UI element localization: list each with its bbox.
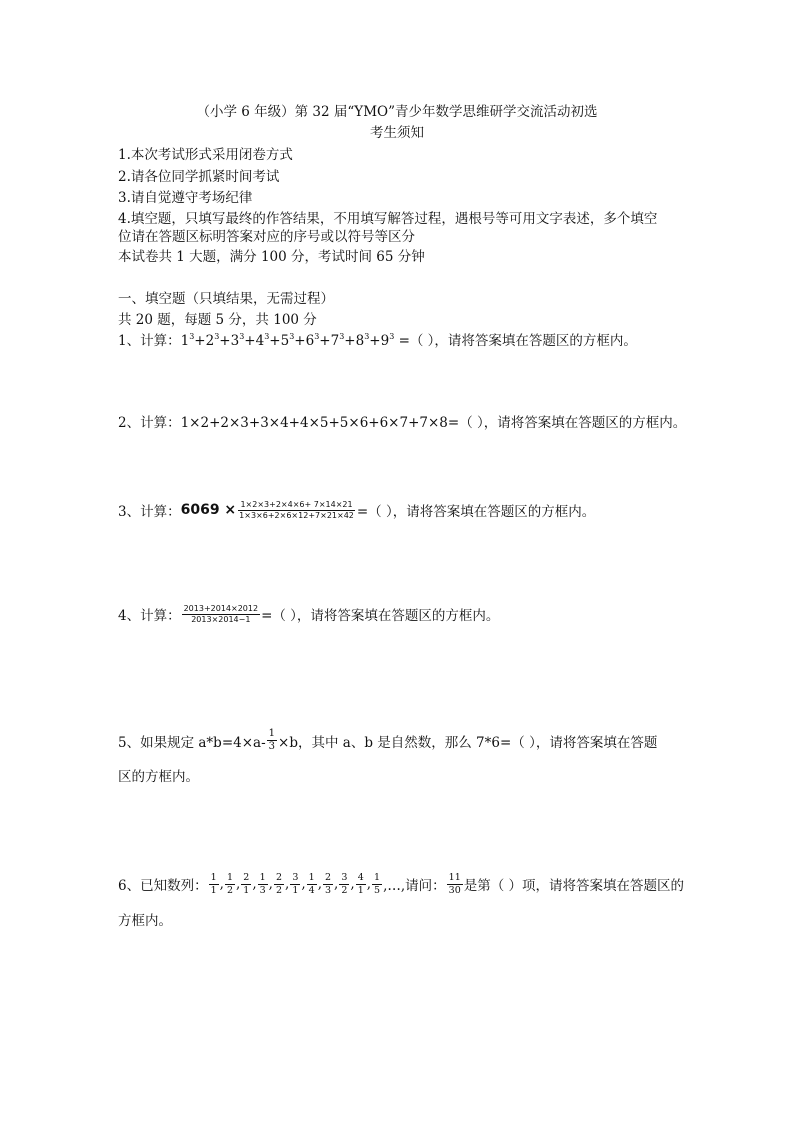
fraction-denominator: 1×3×6+2×6×12+7×21×42	[239, 510, 354, 520]
sequence-term	[258, 873, 268, 895]
fraction-numerator: 11	[448, 872, 461, 883]
sequence-term	[290, 873, 300, 895]
q1-exponent: 3	[264, 332, 270, 341]
question-1-prefix: 1、计算：	[118, 333, 181, 349]
fraction-numerator: 1	[268, 728, 276, 739]
fraction-denominator: 3	[268, 741, 276, 752]
fraction-numerator: 3	[341, 872, 348, 883]
fraction-denominator: 30	[448, 884, 461, 896]
question-4-tail: =（ ），请将答案填在答题区的方框内。	[261, 608, 500, 624]
q1-exponent: 3	[189, 332, 195, 341]
notice-line-4-cont: 位请在答题区标明答案对应的序号或以符号等区分	[118, 229, 415, 245]
fraction-denominator: 3	[325, 884, 332, 896]
q1-exponent: 3	[214, 332, 220, 341]
q1-term: +6	[294, 333, 315, 349]
exam-summary: 本试卷共 1 大题，满分 100 分，考试时间 65 分钟	[118, 249, 425, 265]
q1-exponent: 3	[364, 332, 370, 341]
q1-exponent: 3	[389, 332, 395, 341]
q1-term: +3	[219, 333, 240, 349]
question-6-fraction	[447, 873, 463, 895]
sequence-term	[241, 873, 251, 895]
question-1	[118, 329, 637, 349]
notice-line-4: 4.填空题，只填写最终的作答结果，不用填写解答过程，遇根号等可用文字表述，多个填空	[118, 211, 658, 227]
fraction-numerator: 1×2×3+2×4×6+ 7×14×21	[240, 499, 353, 509]
fraction-denominator: 2	[275, 884, 283, 896]
question-5-part-a: 5、如果规定 a*b=4×a-	[118, 734, 266, 751]
question-6	[118, 873, 684, 895]
sequence-term	[339, 873, 349, 895]
question-2: 2、计算：1×2+2×3+3×4+4×5+5×6+6×7+7×8=（ ），请将答案填在答题区的方框内。	[118, 415, 687, 431]
q1-term: +2	[194, 333, 215, 349]
q1-exponent: 3	[289, 332, 295, 341]
fraction-numerator: 1	[226, 872, 233, 883]
sequence-term	[274, 873, 284, 895]
sequence-comma: ,	[301, 876, 306, 892]
sequence-comma: ,	[219, 876, 224, 892]
sequence-comma: ,	[350, 876, 355, 892]
q1-term: +7	[319, 333, 340, 349]
sequence-comma: ,	[285, 876, 290, 892]
sequence-comma: ,	[235, 876, 241, 892]
fraction-numerator: 2	[243, 872, 250, 883]
q1-term: +4	[244, 333, 265, 349]
fraction-numerator: 1	[374, 872, 381, 883]
q1-exponent: 3	[339, 332, 345, 341]
fraction-denominator: 2	[341, 884, 348, 896]
fraction-numerator: 4	[357, 872, 364, 883]
question-5	[118, 729, 657, 752]
q1-term: +9	[369, 333, 390, 349]
sequence-comma: ,	[334, 876, 339, 892]
sequence-term	[209, 873, 219, 895]
sequence-term	[356, 873, 366, 895]
notice-line-3: 3.请自觉遵守考场纪律	[118, 190, 253, 206]
question-3	[118, 500, 595, 520]
question-3-tail: =（ ），请将答案填在答题区的方框内。	[356, 504, 596, 520]
section-info: 共 20 题，每题 5 分，共 100 分	[118, 312, 317, 328]
question-5-fraction	[267, 729, 277, 752]
exam-title: （小学 6 年级）第 32 届“YMO”青少年数学思维研学交流活动初选	[196, 104, 598, 120]
fraction-numerator: 1	[308, 872, 315, 883]
fraction-denominator: 1	[210, 884, 217, 896]
q1-term: 1	[180, 333, 190, 349]
fraction-denominator: 1	[292, 884, 299, 896]
q1-term: +8	[344, 333, 365, 349]
q1-exponent: 3	[314, 332, 320, 341]
question-4-prefix: 4、计算：	[118, 608, 181, 624]
fraction-denominator: 2	[226, 884, 233, 896]
sequence-term	[307, 873, 317, 895]
question-4	[118, 604, 499, 624]
question-4-fraction	[182, 605, 260, 624]
q1-exponent: 3	[239, 332, 245, 341]
fraction-denominator: 3	[259, 884, 266, 896]
sequence-comma: ,	[268, 876, 273, 892]
sequence-term	[225, 873, 235, 895]
fraction-numerator: 3	[292, 872, 299, 883]
fraction-denominator: 1	[243, 884, 250, 896]
question-6-tail: 是第（ ）项，请将答案填在答题区的	[463, 878, 685, 894]
q1-term: +5	[269, 333, 290, 349]
fraction-denominator: 2013×2014−1	[191, 614, 251, 624]
notice-line-2: 2.请各位同学抓紧时间考试	[118, 169, 280, 185]
sequence-comma: ,	[317, 876, 322, 892]
notice-heading: 考生须知	[370, 125, 424, 141]
question-3-fraction	[237, 501, 356, 520]
fraction-numerator: 2	[275, 872, 283, 883]
fraction-denominator: 5	[374, 884, 381, 896]
question-3-lead: 6069 ×	[180, 502, 237, 518]
question-3-prefix: 3、计算：	[118, 504, 181, 520]
sequence-term	[372, 873, 382, 895]
question-5-part-b: ×b，其中 a、b 是自然数，那么 7*6=（ ），请将答案填在答题	[278, 734, 658, 751]
question-6-continued: 方框内。	[118, 913, 172, 929]
question-6-prefix: 6、已知数列：	[118, 878, 208, 894]
fraction-denominator: 4	[308, 884, 315, 896]
section-title: 一、填空题（只填结果，无需过程）	[118, 291, 334, 307]
question-5-continued: 区的方框内。	[118, 769, 199, 785]
notice-line-1: 1.本次考试形式采用闭卷方式	[118, 147, 293, 163]
fraction-denominator: 1	[357, 884, 364, 896]
sequence	[208, 873, 383, 895]
question-1-tail: =（ ），请将答案填在答题区的方框内。	[394, 333, 637, 349]
sequence-comma: ,	[252, 876, 257, 892]
fraction-numerator: 2013+2014×2012	[183, 603, 259, 613]
fraction-numerator: 1	[259, 872, 266, 883]
sequence-comma: ,	[366, 876, 372, 892]
sequence-term	[323, 873, 333, 895]
sequence-ellipsis: ,…,请问：	[383, 878, 446, 894]
fraction-numerator: 2	[325, 872, 332, 883]
fraction-numerator: 1	[210, 872, 217, 883]
